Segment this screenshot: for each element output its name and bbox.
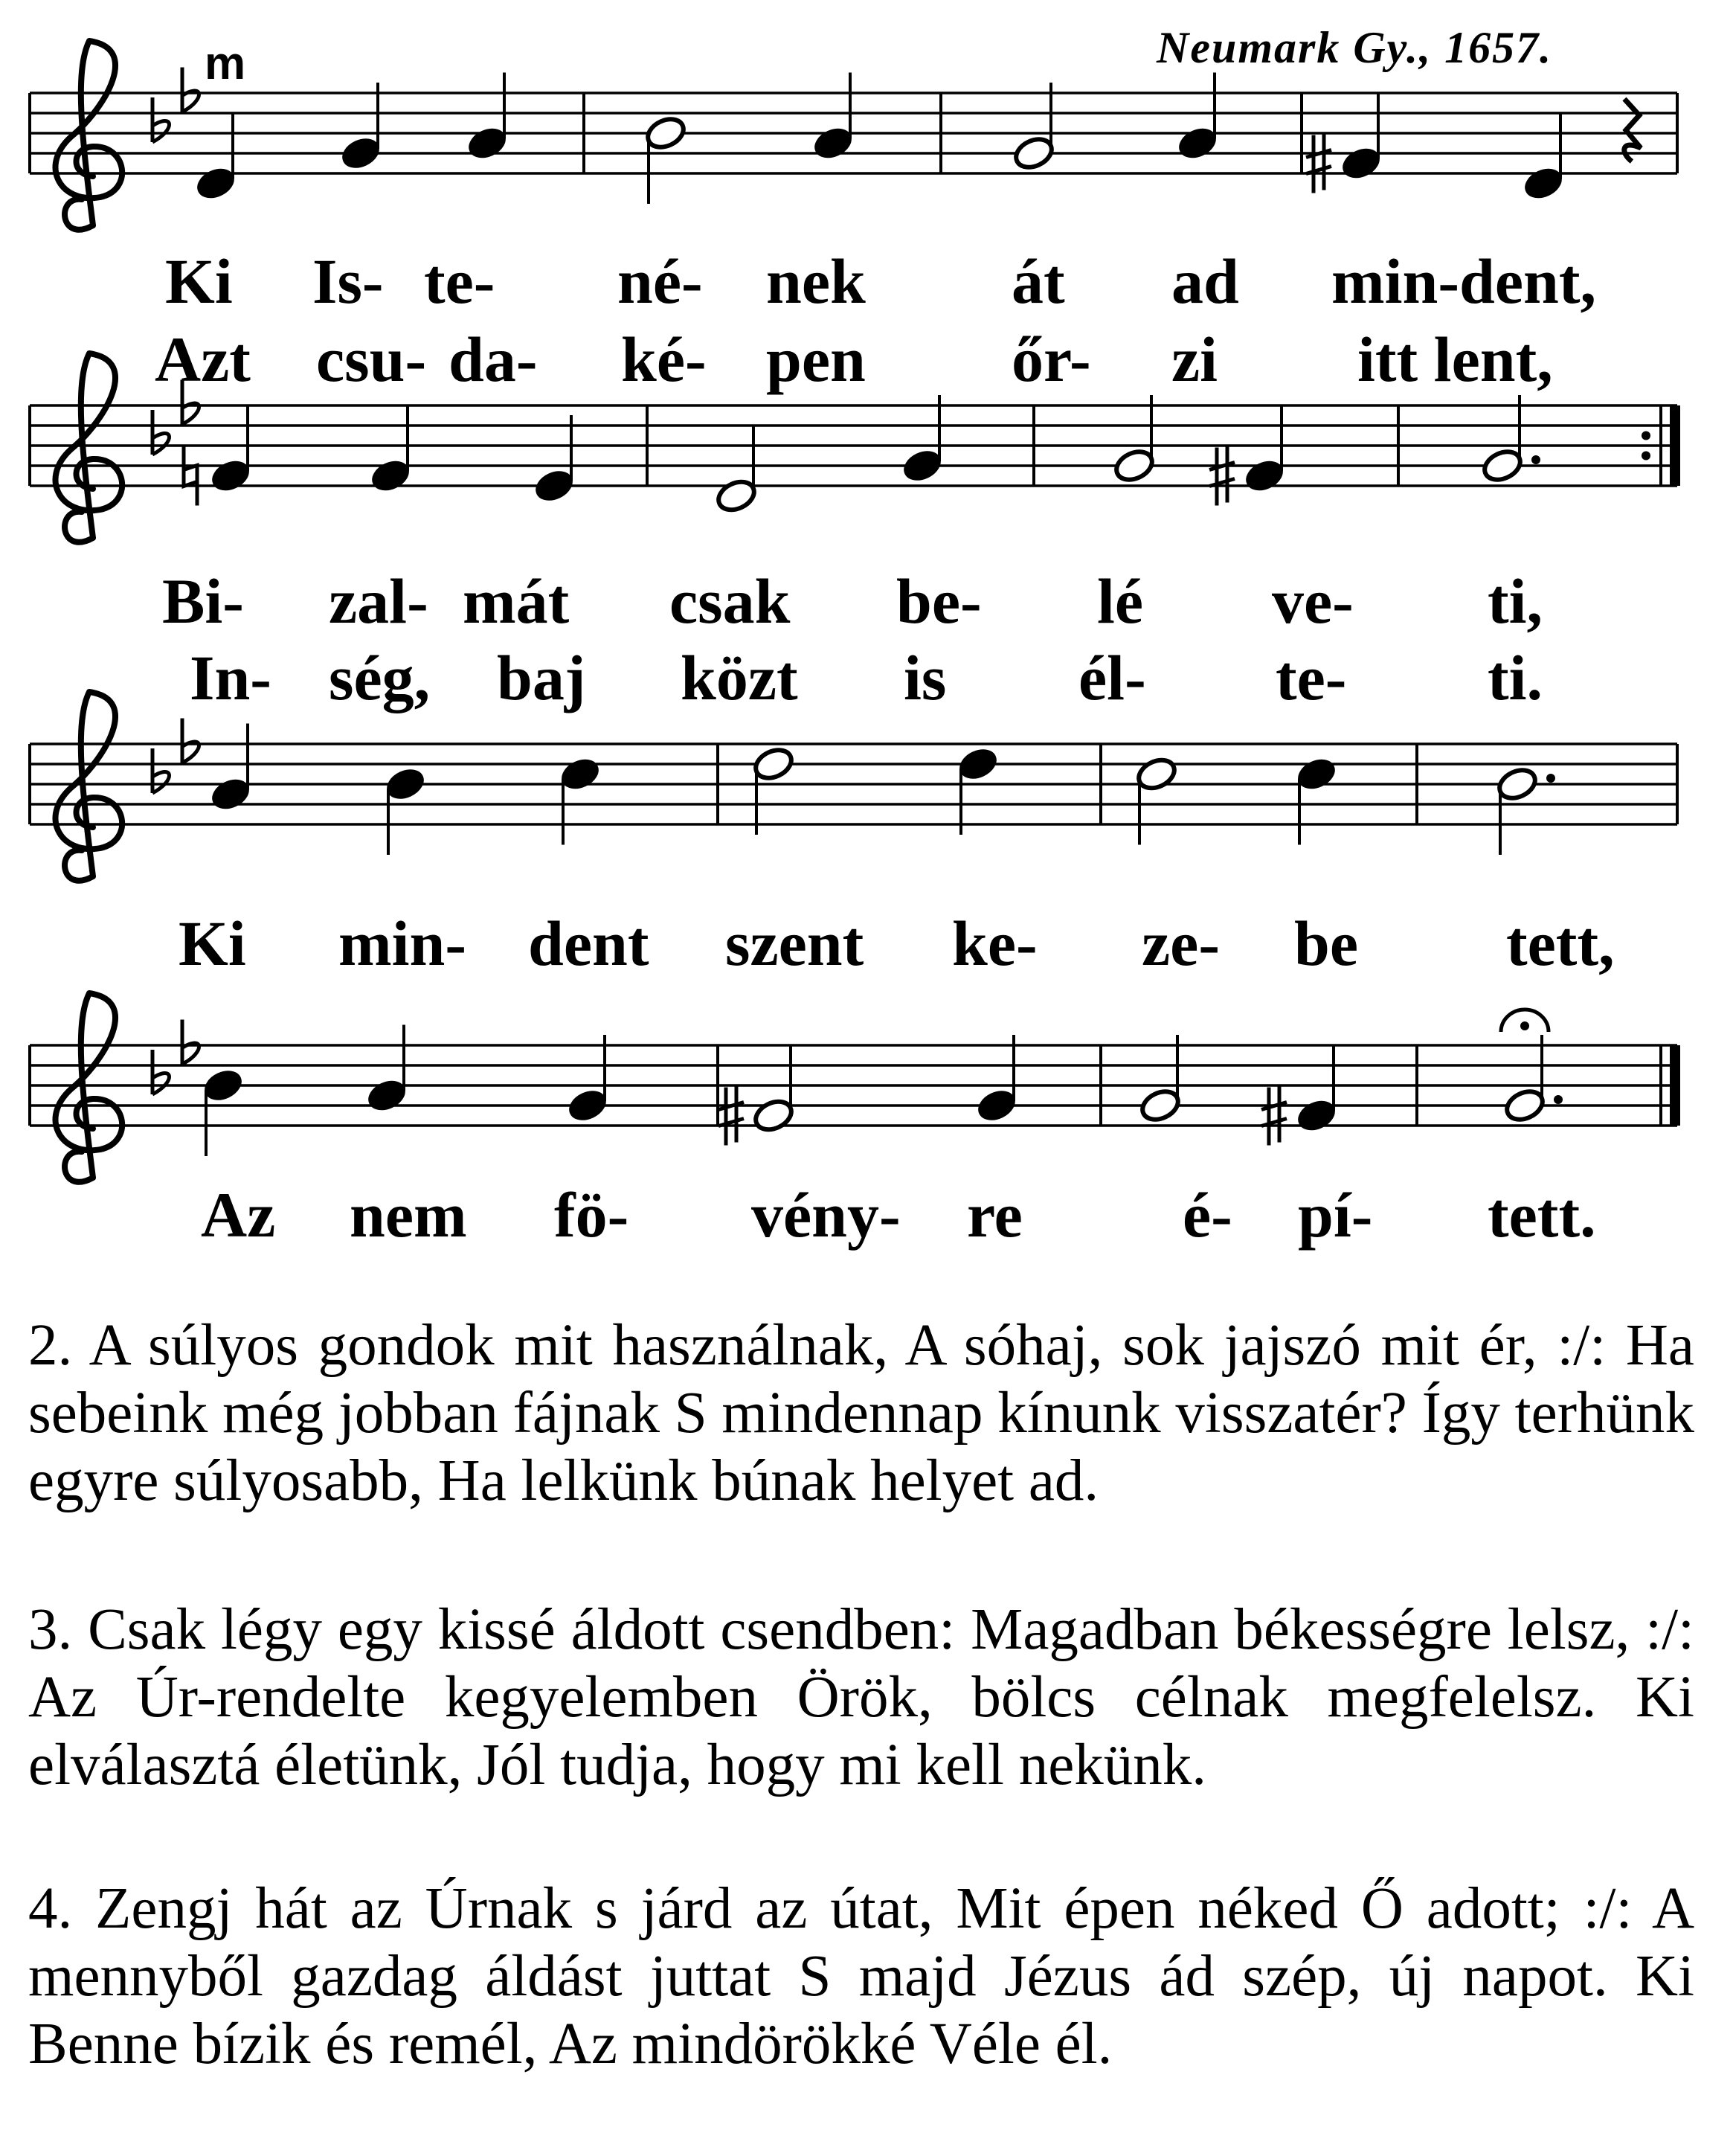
quarter-note <box>1175 124 1220 163</box>
half-note <box>751 1097 796 1135</box>
lyric-syllable: ti. <box>1488 642 1543 713</box>
sharp-icon <box>1209 445 1235 506</box>
lyric-syllable: őr- <box>1012 324 1091 395</box>
lyric-syllable: ti, <box>1488 565 1543 637</box>
quarter-note <box>201 1066 245 1105</box>
half-note <box>1138 1086 1183 1125</box>
quarter-note <box>208 457 253 495</box>
lyric-syllable: nek <box>766 246 866 317</box>
lyric-syllable: nem <box>350 1179 467 1251</box>
lyric-syllable: baj <box>497 642 586 713</box>
sharp-icon <box>1261 1085 1287 1146</box>
verse-3: 3. Csak légy egy kissé áldott csendben: Magadban békességre lelsz, :/: Az Úr-rendelte kegyelemben Örök, bölcs célnak megfelelsz. Ki elválasztá életünk, Jól tudja, hogy mi kell nekünk. <box>28 1597 1694 1797</box>
lyric-syllable: te- <box>424 246 495 317</box>
half-note <box>1112 446 1157 485</box>
lyric-syllable: pí- <box>1298 1179 1373 1251</box>
treble-clef-icon <box>56 353 123 542</box>
quarter-note <box>465 124 509 163</box>
half-note <box>714 477 759 516</box>
lyric-syllable: da- <box>448 324 538 395</box>
lyric-syllable: csak <box>669 565 791 637</box>
half-note <box>1495 765 1540 803</box>
lyric-syllable: te- <box>1276 642 1347 713</box>
quarter-note <box>383 765 428 803</box>
quarter-note <box>368 457 413 495</box>
lyric-syllable: Ki <box>165 246 233 317</box>
lyric-syllable: is <box>904 642 947 713</box>
lyric-syllable: ség, <box>329 642 431 713</box>
quarter-note <box>338 134 383 173</box>
lyric-syllable: vény- <box>751 1179 901 1251</box>
half-note <box>643 114 688 153</box>
lyric-syllable: szent <box>725 908 864 979</box>
repeat-dot <box>1642 452 1650 461</box>
sharp-icon <box>718 1085 744 1146</box>
lyric-syllable: él- <box>1078 642 1146 713</box>
quarter-note <box>532 466 576 505</box>
lyric-syllable: é- <box>1183 1179 1232 1251</box>
lyric-syllable: itt lent, <box>1357 324 1553 395</box>
sharp-icon <box>1306 132 1331 193</box>
quarter-note <box>974 1086 1019 1125</box>
verse-2: 2. A súlyos gondok mit használnak, A sóhaj, sok jajszó mit ér, :/: Ha sebeink még jobban fájnak S mindennap kínunk visszatér? Így terhünk egyre súlyosabb, Ha lelkünk búnak helyet ad. <box>28 1313 1694 1513</box>
flat-icon <box>152 771 170 793</box>
lyric-syllable: tett. <box>1488 1179 1596 1251</box>
lyric-syllable: In- <box>190 642 271 713</box>
quarter-note <box>208 775 253 814</box>
natural-icon <box>184 446 197 506</box>
lyric-syllable: zal- <box>329 565 428 637</box>
treble-clef-icon <box>56 692 123 881</box>
lyric-syllable: ze- <box>1142 908 1220 979</box>
quarter-note <box>558 755 602 794</box>
half-note <box>751 745 796 783</box>
quarter-note <box>956 745 1000 783</box>
lyric-syllable: pen <box>766 324 866 395</box>
fermata-icon <box>1520 1021 1529 1030</box>
lyric-syllable: ad <box>1171 246 1239 317</box>
lyric-syllable: min-dent, <box>1331 246 1596 317</box>
augmentation-dot <box>1554 1095 1563 1104</box>
flat-icon <box>152 121 170 142</box>
lyric-syllable: mát <box>463 565 570 637</box>
quarter-note <box>811 124 855 163</box>
quarter-note <box>900 446 945 485</box>
lyric-syllable: Bi- <box>162 565 244 637</box>
quarter-note <box>364 1077 409 1115</box>
treble-clef-icon <box>56 993 123 1182</box>
half-note <box>1012 134 1056 173</box>
lyric-syllable: lé <box>1097 565 1144 637</box>
lyric-syllable: tett, <box>1506 908 1615 979</box>
repeat-dot <box>1642 431 1650 440</box>
lyric-syllable: dent <box>528 908 649 979</box>
half-note <box>1134 755 1179 794</box>
lyric-syllable: Is- <box>312 246 384 317</box>
lyric-syllable: ké- <box>621 324 707 395</box>
lyric-syllable: ve- <box>1272 565 1354 637</box>
quarter-note <box>1521 164 1566 203</box>
hymn-mark: m <box>205 38 246 89</box>
half-note <box>1502 1086 1547 1125</box>
lyric-syllable: ke- <box>952 908 1038 979</box>
lyric-syllable: be <box>1294 908 1358 979</box>
lyric-syllable: zi <box>1171 324 1218 395</box>
quarter-note <box>565 1086 610 1125</box>
lyric-syllable: fö- <box>554 1179 629 1251</box>
lyric-syllable: át <box>1012 246 1065 317</box>
half-note <box>1480 446 1525 485</box>
lyric-syllable: re <box>967 1179 1023 1251</box>
quarter-note <box>1339 144 1383 183</box>
quarter-note <box>1294 755 1339 794</box>
lyric-syllable: csu- <box>316 324 427 395</box>
final-barline <box>1670 405 1680 486</box>
flat-icon <box>152 433 170 455</box>
augmentation-dot <box>1546 774 1555 783</box>
lyric-syllable: min- <box>338 908 466 979</box>
augmentation-dot <box>1531 455 1540 464</box>
lyric-syllable: né- <box>617 246 703 317</box>
quarter-note <box>1294 1097 1339 1135</box>
lyric-syllable: közt <box>681 642 798 713</box>
composer-attribution: Neumark Gy., 1657. <box>1157 23 1553 72</box>
lyric-syllable: Ki <box>179 908 246 979</box>
lyric-syllable: be- <box>896 565 982 637</box>
treble-clef-icon <box>56 41 123 230</box>
quarter-note <box>193 164 238 203</box>
lyric-syllable: Az <box>201 1179 276 1251</box>
verse-4: 4. Zengj hát az Úrnak s járd az útat, Mit épen néked Ő adott; :/: A mennyből gazdag áldást juttat S majd Jézus ád szép, új napot. Ki Benne bízik és remél, Az mindörökké Véle él. <box>28 1876 1694 2076</box>
quarter-note <box>1242 457 1287 495</box>
flat-icon <box>152 1073 170 1094</box>
final-barline <box>1670 1045 1680 1126</box>
lyric-syllable: Azt <box>155 324 251 395</box>
